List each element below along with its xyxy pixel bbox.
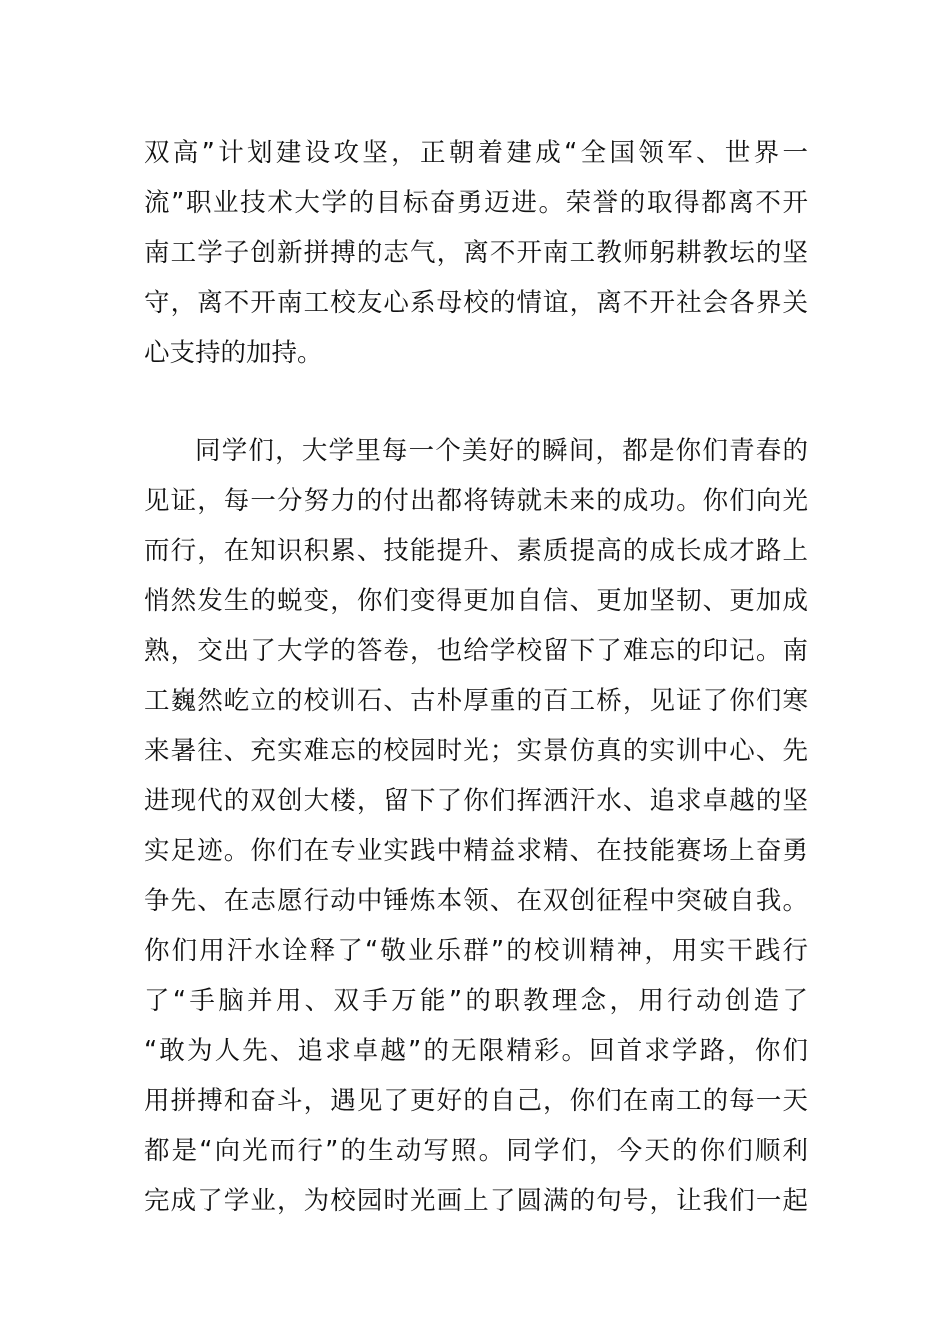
text-line: 而行，在知识积累、技能提升、素质提高的成长成才路上 (144, 536, 808, 566)
text-line: 心支持的加持。 (144, 338, 323, 368)
text-line: 流”职业技术大学的目标奋勇迈进。荣誉的取得都离不开 (144, 188, 808, 218)
text-line: 见证，每一分努力的付出都将铸就未来的成功。你们向光 (144, 486, 808, 516)
text-line: 你们用汗水诠释了“敬业乐群”的校训精神，用实干践行 (144, 936, 808, 966)
text-line: 都是“向光而行”的生动写照。同学们，今天的你们顺利 (144, 1136, 808, 1166)
paragraph-1 (144, 128, 808, 378)
text-line: 双高”计划建设攻坚，正朝着建成“全国领军、世界一 (144, 138, 808, 168)
text-line: 工巍然屹立的校训石、古朴厚重的百工桥，见证了你们寒 (144, 686, 808, 716)
text-line: 熟，交出了大学的答卷，也给学校留下了难忘的印记。南 (144, 636, 808, 666)
text-line: 争先、在志愿行动中锤炼本领、在双创征程中突破自我。 (144, 886, 808, 916)
text-line: 悄然发生的蜕变，你们变得更加自信、更加坚韧、更加成 (144, 586, 808, 616)
text-line: 完成了学业，为校园时光画上了圆满的句号，让我们一起 (144, 1186, 808, 1216)
text-line: 守，离不开南工校友心系母校的情谊，离不开社会各界关 (144, 288, 808, 318)
text-line: 同学们，大学里每一个美好的瞬间，都是你们青春的 (195, 436, 808, 466)
text-line: “敢为人先、追求卓越”的无限精彩。回首求学路，你们 (144, 1036, 808, 1066)
text-line: 进现代的双创大楼，留下了你们挥洒汗水、追求卓越的坚 (144, 786, 808, 816)
text-line: 实足迹。你们在专业实践中精益求精、在技能赛场上奋勇 (144, 836, 808, 866)
text-line: 来暑往、充实难忘的校园时光；实景仿真的实训中心、先 (144, 736, 808, 766)
text-line: 用拼搏和奋斗，遇见了更好的自己，你们在南工的每一天 (144, 1086, 808, 1116)
text-line: 了“手脑并用、双手万能”的职教理念，用行动创造了 (144, 986, 808, 1016)
paragraph-2 (144, 426, 808, 1226)
text-line: 南工学子创新拼搏的志气，离不开南工教师躬耕教坛的坚 (144, 238, 808, 268)
